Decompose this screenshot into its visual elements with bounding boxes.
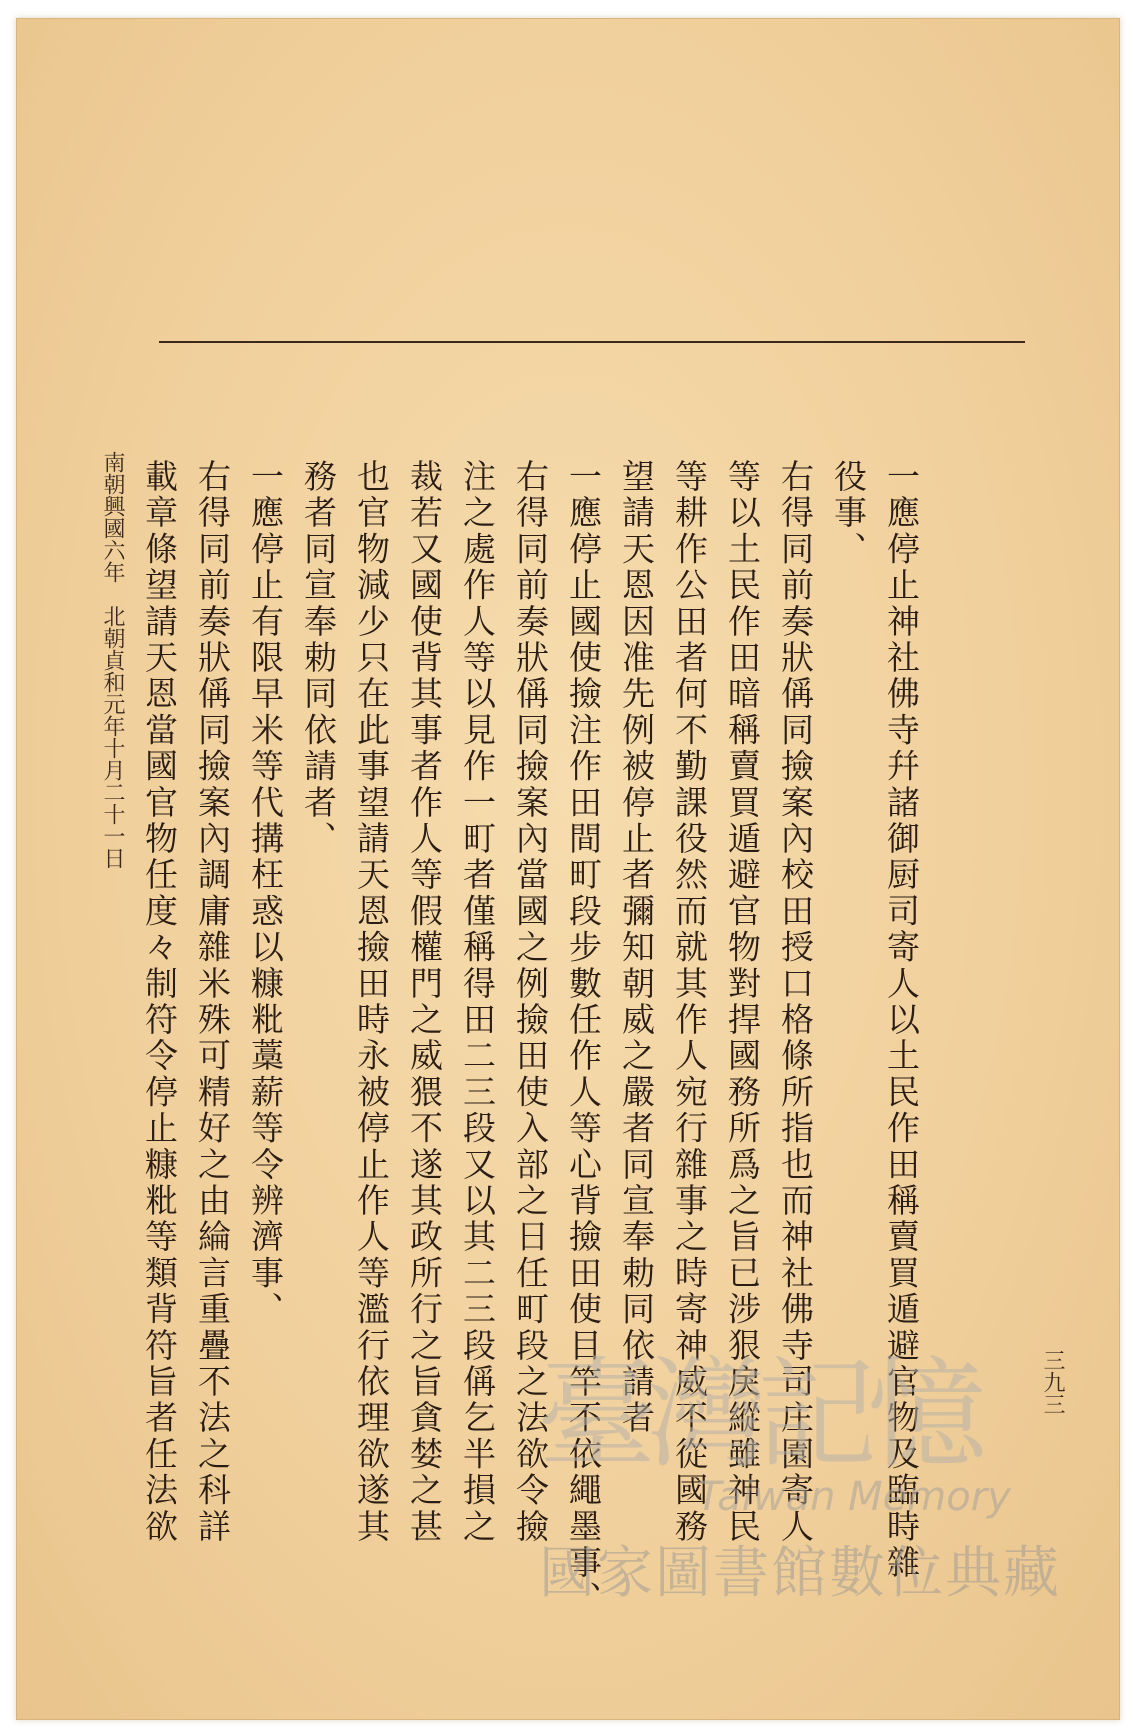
text-column: 右得同前奏狀偁同撿案內當國之例撿田使入部之日任町段之法欲令撿 [511,459,550,1545]
text-column: 一應停止神社佛寺幷諸御厨司寄人以土民作田稱賣買遁避官物及臨時雜 [882,459,921,1582]
text-column: 等耕作公田者何不勤課役然而就其作人宛行雜事之時寄神威不從國務 [670,459,709,1545]
text-column: 等以土民作田暗稱賣買遁避官物對捍國務所爲之旨已涉狠戾縱雖神民 [723,459,762,1545]
text-column: 右得同前奏狀偁同撿案內調庸雜米殊可精好之由綸言重疊不法之科詳 [193,459,232,1545]
taiwan-memory-watermark [527,1319,1087,1619]
watermark-english: Taiwan Memory [697,1474,1011,1520]
text-column: 載章條望請天恩當國官物任度々制符令停止糠粃等類背符旨者任法欲 [140,459,179,1545]
text-column: 一應停止國使撿注作田間町段步數任作人等心背撿田使目竿不依繩墨事、 [564,459,603,1618]
top-rule [159,341,1025,343]
text-column: 務者同宣奉勅同依請者、 [299,459,338,858]
text-column: 右得同前奏狀偁同撿案內校田授口格條所指也而神社佛寺司庄園寄人 [776,459,815,1545]
text-column: 一應停止有限早米等代搆枉惑以糠粃藁薪等令辨濟事、 [246,459,285,1328]
text-column: 注之處作人等以見作一町者僅稱得田二三段又以其二三段偁乞半損之 [458,459,497,1545]
book-page [16,18,1120,1720]
page-number: 三九三 [1040,1349,1065,1415]
text-column: 裁若又國使背其事者作人等假權門之威猥不遂其政所行之旨貪婪之甚 [405,459,444,1545]
watermark-logo: 臺灣記憶 [537,1346,977,1485]
date-footer: 南朝興國六年 北朝貞和元年十月二十一日 [100,451,125,869]
text-column: 也官物減少只在此事望請天恩撿田時永被停止作人等濫行依理欲遂其 [352,459,391,1545]
watermark-chinese: 國家圖書館數位典藏 [539,1541,1061,1606]
text-column: 役事、 [829,459,868,568]
text-column: 望請天恩因准先例被停止者彌知朝威之嚴者同宣奉勅同依請者 [617,459,656,1437]
